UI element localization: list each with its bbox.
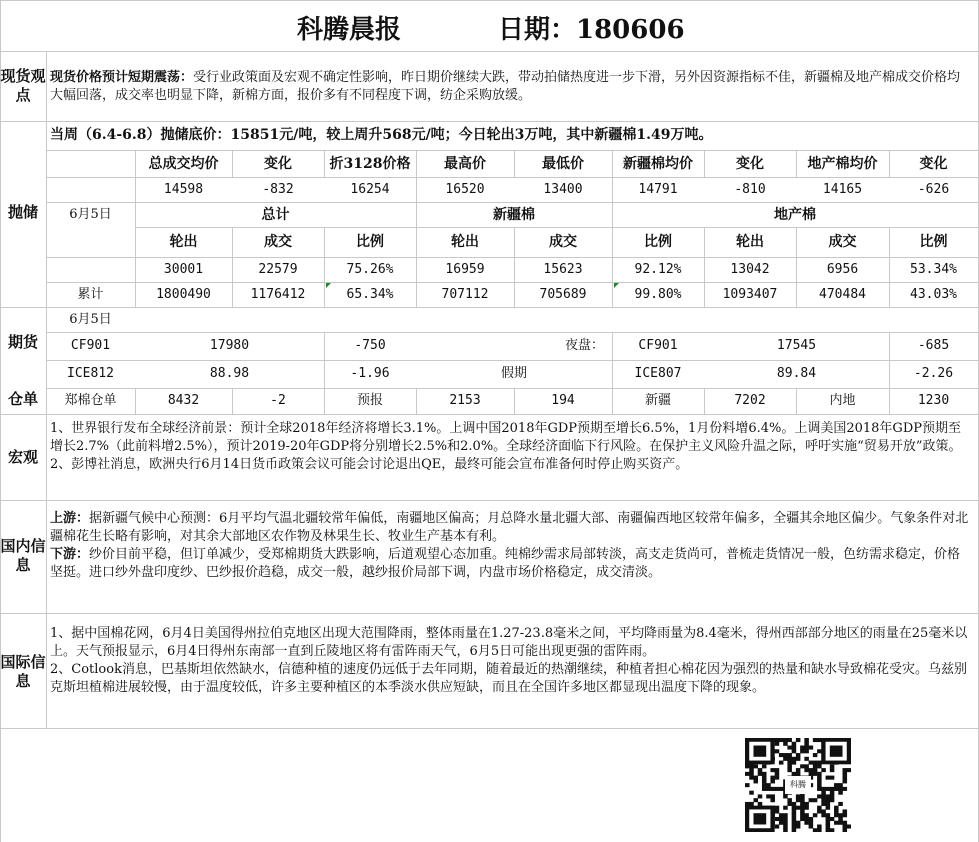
futures-change: -750 bbox=[354, 338, 386, 353]
spot-headline: 现货价格预计短期震荡： bbox=[50, 70, 194, 85]
volume-column-header: 成交 bbox=[828, 234, 857, 250]
domestic-downstream bbox=[50, 546, 972, 582]
night-change: -2.26 bbox=[913, 366, 954, 381]
cumulative-label: 累计 bbox=[77, 287, 104, 302]
daily-volume-cell: 15623 bbox=[543, 262, 583, 277]
xinjiang-value: 7202 bbox=[734, 393, 766, 408]
warehouse-value: 8432 bbox=[167, 393, 200, 408]
cumulative-volume-cell: 707112 bbox=[441, 287, 489, 302]
cumulative-volume-cell: 705689 bbox=[539, 287, 587, 302]
price-column-header: 折3128价格 bbox=[329, 156, 411, 172]
forecast-label: 预报 bbox=[356, 393, 383, 408]
price-value-cell: -832 bbox=[262, 182, 294, 197]
night-price: 17545 bbox=[776, 338, 817, 353]
price-value-cell: 14165 bbox=[822, 182, 863, 197]
price-value-cell: 14791 bbox=[638, 182, 678, 197]
night-change: -685 bbox=[917, 338, 950, 353]
price-column-header: 变化 bbox=[919, 156, 948, 172]
inland-value: 1230 bbox=[917, 393, 950, 408]
qr-code-icon bbox=[745, 738, 851, 832]
price-value-cell: 14598 bbox=[163, 182, 204, 197]
upstream-text: 据新疆气候中心预测：6月平均气温北疆较常年偏低，南疆地区偏高；月总降水量北疆大部、南疆偏西地区较常年偏多，全疆其余地区偏少。气象条件对北疆棉花生长略有影响，对其余大部地区农作物及林果生长、牧业生产基本有利。 bbox=[50, 511, 969, 544]
section-label-auction: 抛储 bbox=[7, 203, 38, 221]
night-session-label: 夜盘： bbox=[564, 338, 604, 353]
section-label-macro: 宏观 bbox=[7, 448, 38, 466]
price-value-cell: 16520 bbox=[445, 182, 485, 197]
macro-text bbox=[50, 420, 972, 474]
cumulative-volume-cell: 1093407 bbox=[722, 287, 778, 302]
cumulative-volume-cell: 1800490 bbox=[156, 287, 211, 302]
downstream-label: 下游： bbox=[50, 547, 90, 562]
futures-contract: ICE812 bbox=[67, 366, 114, 381]
price-column-header: 新疆棉均价 bbox=[623, 156, 693, 172]
futures-contract: CF901 bbox=[70, 338, 111, 353]
volume-column-header: 成交 bbox=[264, 234, 292, 250]
daily-volume-cell: 6956 bbox=[826, 262, 859, 277]
night-contract: ICE807 bbox=[634, 366, 682, 381]
macro-item-1: 1、世界银行发布全球经济前景：预计全球2018年经济将增长3.1%。上调中国2018年GDP预期至增长6.5%，1月份料增6.4%。上调美国2018年GDP预期至增长2.7%（此前料增2.5%），预计2019-20年GDP将分别增长2.5%和2.0%。全球经济面临下行风险。在保护主义风险升温之际，呼吁实施“贸易开放”政策。 bbox=[50, 421, 962, 454]
volume-column-header: 轮出 bbox=[736, 234, 764, 250]
daily-volume-cell: 16959 bbox=[445, 262, 485, 277]
cumulative-volume-cell: 470484 bbox=[819, 287, 866, 302]
cumulative-volume-cell: 1176412 bbox=[250, 287, 306, 302]
night-contract: CF901 bbox=[638, 338, 678, 353]
auction-week: 当周（6.4-6.8） bbox=[50, 127, 161, 143]
domestic-text bbox=[50, 510, 972, 582]
auction-date: 6月5日 bbox=[69, 207, 112, 222]
section-label-domestic: 国内信息 bbox=[0, 537, 46, 574]
section-label-spot: 现货观点 bbox=[0, 67, 46, 104]
inland-label: 内地 bbox=[829, 393, 856, 408]
price-column-header: 变化 bbox=[736, 156, 764, 172]
price-value-cell: 13400 bbox=[543, 182, 583, 197]
upstream-label: 上游： bbox=[50, 511, 90, 526]
price-value-cell: -626 bbox=[917, 182, 950, 197]
futures-change: -1.96 bbox=[350, 366, 390, 381]
forecast-value: 2153 bbox=[449, 393, 481, 408]
daily-volume-cell: 22579 bbox=[258, 262, 298, 277]
futures-price: 17980 bbox=[209, 338, 250, 353]
downstream-text: 纱价目前平稳，但订单减少，受郑棉期货大跌影响，后道观望心态加重。纯棉纱需求局部转淡，高支走货尚可，普梳走货情况一般，色纺需求稳定，价格坚挺。进口纱外盘印度纱、巴纱报价趋稳，成交一般，越纱报价局部下调，内盘市场价格稳定，成交清淡。 bbox=[50, 547, 961, 580]
xinjiang-label: 新疆 bbox=[644, 393, 671, 408]
futures-date: 6月5日 bbox=[69, 312, 112, 327]
macro-item-2: 2、彭博社消息，欧洲央行6月14日货币政策会议可能会讨论退出QE，最终可能会宣布准备何时停止购买资产。 bbox=[50, 457, 689, 472]
cumulative-volume-cell: 99.80% bbox=[634, 287, 682, 302]
international-item-1: 1、据中国棉花网，6月4日美国得州拉伯克地区出现大范围降雨，整体雨量在1.27-23.8毫米之间，平均降雨量为8.4毫米，得州西部部分地区的雨量在25毫米以上。天气预报显示，6月4日得州东南部一直到丘陵地区将有雷阵雨天气，6月5日可能出现更强的雷阵雨。 bbox=[50, 626, 968, 659]
price-value-cell: -810 bbox=[734, 182, 766, 197]
group-header: 地产棉 bbox=[774, 207, 816, 223]
warehouse-change: -2 bbox=[270, 393, 286, 408]
price-column-header: 地产棉均价 bbox=[807, 156, 878, 172]
volume-column-header: 轮出 bbox=[169, 234, 198, 250]
cumulative-volume-cell: 43.03% bbox=[910, 287, 957, 302]
volume-column-header: 轮出 bbox=[451, 234, 479, 250]
daily-volume-cell: 13042 bbox=[730, 262, 770, 277]
volume-column-header: 成交 bbox=[549, 234, 577, 250]
spot-view-text bbox=[50, 69, 972, 105]
warehouse-label: 郑棉仓单 bbox=[64, 393, 117, 408]
daily-volume-cell: 92.12% bbox=[634, 262, 682, 277]
daily-volume-cell: 30001 bbox=[163, 262, 204, 277]
night-price: 89.84 bbox=[776, 366, 817, 381]
auction-summary-text: 抛储底价：15851元/吨，较上周升568元/吨；今日轮出3万吨，其中新疆棉1.49万吨。 bbox=[160, 127, 713, 143]
auction-summary bbox=[50, 126, 972, 144]
international-text bbox=[50, 625, 972, 697]
section-label-futures: 期货 bbox=[7, 333, 38, 351]
group-header: 总计 bbox=[261, 207, 290, 223]
daily-volume-cell: 75.26% bbox=[346, 262, 394, 277]
holiday-label: 假期 bbox=[500, 366, 527, 381]
daily-volume-cell: 53.34% bbox=[910, 262, 957, 277]
qr-center-label: 科腾 bbox=[785, 776, 811, 794]
group-header: 新疆棉 bbox=[493, 207, 535, 223]
futures-price: 88.98 bbox=[209, 366, 250, 381]
section-label-warehouse: 仓单 bbox=[7, 390, 38, 408]
forecast-change: 194 bbox=[551, 393, 575, 408]
volume-column-header: 比例 bbox=[356, 234, 384, 250]
volume-column-header: 比例 bbox=[644, 234, 672, 250]
report-title: 科腾晨报 bbox=[297, 15, 402, 45]
price-column-header: 最低价 bbox=[542, 156, 584, 172]
section-label-international: 国际信息 bbox=[0, 653, 46, 690]
price-column-header: 变化 bbox=[264, 156, 292, 172]
price-value-cell: 16254 bbox=[350, 182, 390, 197]
price-column-header: 最高价 bbox=[444, 156, 486, 172]
spot-body: 受行业政策面及宏观不确定性影响，昨日期价继续大跌，带动拍储热度进一步下滑，另外因资源指标不佳，新疆棉及地产棉成交价格均大幅回落，成交率也明显下降，新棉方面，报价多有不同程度下调，纺企采购放缓。 bbox=[50, 70, 961, 103]
report-date: 日期：180606 bbox=[498, 15, 685, 45]
price-column-header: 总成交均价 bbox=[148, 156, 219, 172]
international-item-2: 2、Cotlook消息，巴基斯坦依然缺水，信德种植的速度仍远低于去年同期，随着最近的热潮继续，种植者担心棉花因为强烈的热量和缺水导致棉花受灾。乌兹别克斯坦植棉进展较慢，由于温度较低，许多主要种植区的本季淡水供应短缺，而且在全国许多地区都显现出温度下降的现象。 bbox=[50, 662, 967, 695]
cumulative-volume-cell: 65.34% bbox=[346, 287, 394, 302]
domestic-upstream bbox=[50, 510, 972, 546]
volume-column-header: 比例 bbox=[919, 234, 948, 250]
